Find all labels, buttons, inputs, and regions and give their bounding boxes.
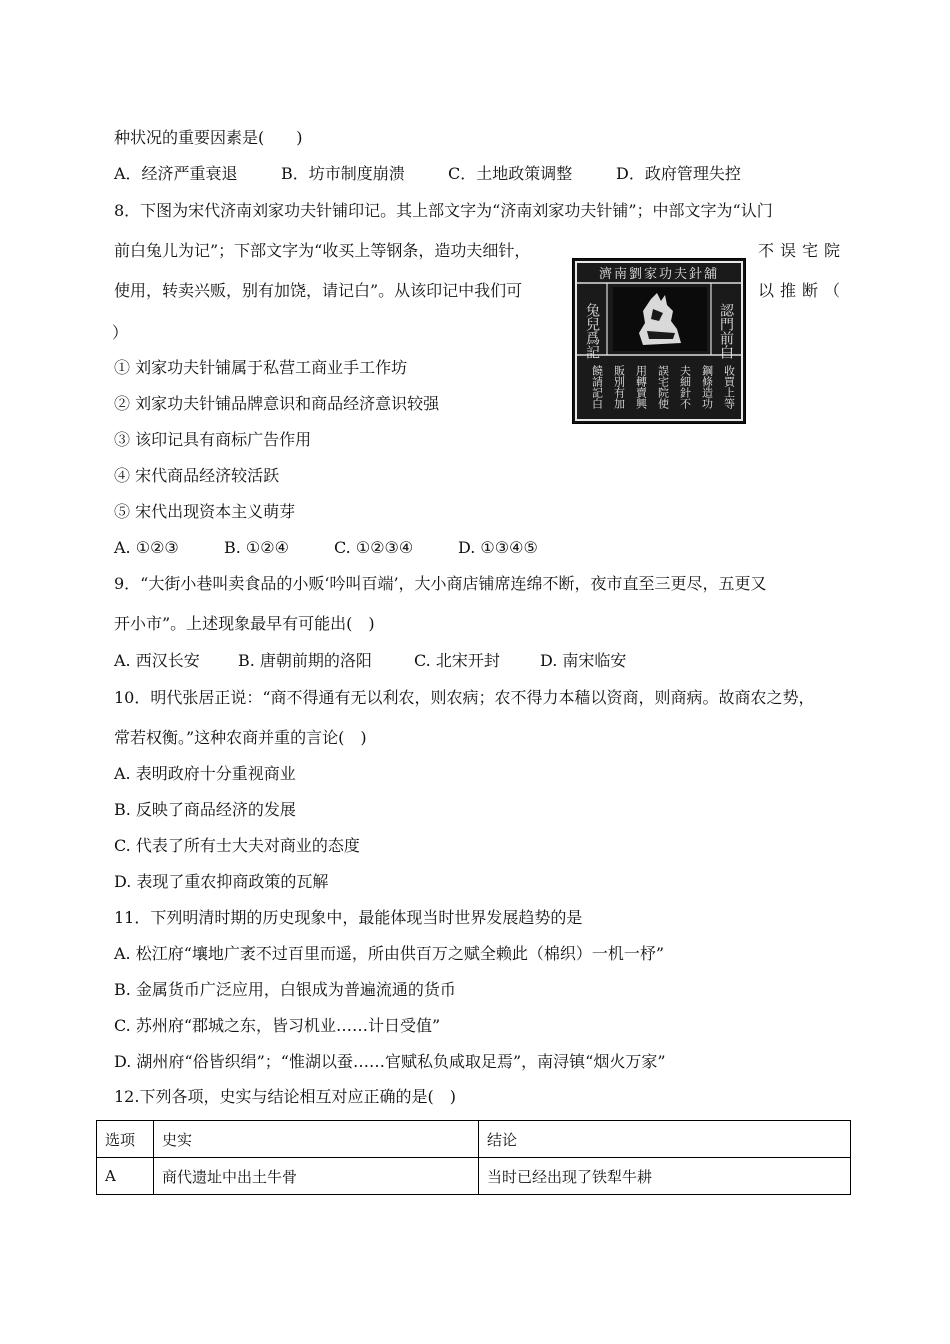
q10-option-a: A. 表明政府十分重视商业 bbox=[114, 764, 296, 783]
q8-statement-2: ② 刘家功夫针铺品牌意识和商品经济意识较强 bbox=[114, 394, 440, 413]
stamp-bottom-col-7: 饒請記白 bbox=[590, 365, 604, 409]
q9-option-c: C. 北宋开封 bbox=[414, 651, 500, 670]
stamp-right-column: 認門前白 bbox=[718, 303, 734, 359]
table-row bbox=[97, 1158, 851, 1195]
q8-statement-3: ③ 该印记具有商标广告作用 bbox=[114, 430, 312, 449]
q7-option-a: A．经济严重衰退 bbox=[114, 164, 238, 183]
q7-options bbox=[114, 164, 741, 184]
q9-option-d: D. 南宋临安 bbox=[540, 651, 627, 670]
stamp-left-column: 兔兒爲記 bbox=[584, 303, 600, 359]
q10-option-b: B. 反映了商品经济的发展 bbox=[114, 800, 296, 819]
rabbit-figure-icon bbox=[613, 287, 707, 351]
q11-option-d: D. 湖州府“俗皆织绢”；“惟湖以蚕……官赋私负咸取足焉”，南浔镇“烟火万家” bbox=[114, 1052, 666, 1071]
q8-stem-line4: ） bbox=[112, 323, 129, 342]
q7-stem-tail: 种状况的重要因素是( ) bbox=[114, 128, 303, 147]
q10-option-c: C. 代表了所有士大夫对商业的态度 bbox=[114, 836, 360, 855]
q8-options bbox=[114, 538, 538, 558]
q11-option-c: C. 苏州府“郡城之东，皆习机业……计日受值” bbox=[114, 1016, 441, 1035]
stamp-graphic bbox=[573, 259, 745, 423]
q10-stem-line1: 10．明代张居正说：“商不得通有无以利农，则农病；农不得力本穑以资商，则商病。故商农之势， bbox=[114, 688, 815, 707]
q8-stem-line3: 使用，转卖兴贩，别有加饶，请记白”。从该印记中我们可 bbox=[114, 281, 523, 300]
q11-option-b: B. 金属货币广泛应用，白银成为普遍流通的货币 bbox=[114, 980, 456, 999]
stamp-top-text: 濟南劉家功夫針舖 bbox=[598, 267, 720, 282]
table-header-row bbox=[97, 1121, 851, 1158]
q9-option-b: B. 唐朝前期的洛阳 bbox=[238, 651, 372, 670]
q8-option-b: B. ①②④ bbox=[224, 538, 289, 557]
stamp-bottom-col-3: 夫細針不 bbox=[678, 365, 692, 409]
q8-statement-1: ① 刘家功夫针铺属于私营工商业手工作坊 bbox=[114, 358, 408, 377]
table-header-option: 选项 bbox=[97, 1121, 154, 1158]
stamp-bottom-col-2: 鋼條造功 bbox=[700, 365, 714, 409]
q7-option-d: D．政府管理失控 bbox=[616, 164, 741, 183]
q8-stem-line2-right: 不误宅院 bbox=[758, 241, 847, 260]
q8-statement-5: ⑤ 宋代出现资本主义萌芽 bbox=[114, 502, 296, 521]
stamp-bottom-col-6: 販別有加 bbox=[612, 365, 626, 409]
stamp-bottom-col-5: 用轉賣興 bbox=[634, 365, 648, 409]
q8-stem-line1: 8．下图为宋代济南刘家功夫针铺印记。其上部文字为“济南刘家功夫针铺”；中部文字为“认门 bbox=[114, 201, 773, 220]
stamp-bottom-col-1: 收買上等 bbox=[722, 365, 736, 409]
q8-stem-line2: 前白兔儿为记”；下部文字为“收买上等钢条，造功夫细针， bbox=[114, 241, 531, 260]
stamp-bottom-col-4: 誤宅院使 bbox=[656, 365, 670, 409]
q10-option-d: D. 表现了重农抑商政策的瓦解 bbox=[114, 872, 329, 891]
q8-stem-line3-right: 以推断（ bbox=[758, 281, 847, 300]
table-header-fact: 史实 bbox=[154, 1121, 479, 1158]
q12-stem: 12.下列各项，史实与结论相互对应正确的是( ) bbox=[114, 1087, 456, 1106]
table-cell-fact: 商代遗址中出土牛骨 bbox=[154, 1158, 479, 1195]
q9-stem-line1: 9．“大街小巷叫卖食品的小贩‘吟叫百端’，大小商店铺席连绵不断，夜市直至三更尽，五更又 bbox=[114, 574, 767, 593]
needle-shop-stamp-image bbox=[572, 258, 746, 424]
q7-option-b: B．坊市制度崩溃 bbox=[281, 164, 405, 183]
q9-option-a: A. 西汉长安 bbox=[114, 651, 200, 670]
q8-option-a: A. ①②③ bbox=[114, 538, 179, 557]
q11-stem: 11．下列明清时期的历史现象中，最能体现当时世界发展趋势的是 bbox=[114, 908, 583, 927]
q7-option-c: C．土地政策调整 bbox=[448, 164, 573, 183]
table-header-conclusion: 结论 bbox=[479, 1121, 851, 1158]
q10-stem-line2: 常若权衡。”这种农商并重的言论( ) bbox=[114, 728, 367, 747]
q12-table bbox=[96, 1120, 851, 1195]
q9-options bbox=[114, 651, 626, 671]
q8-option-d: D. ①③④⑤ bbox=[458, 538, 538, 557]
q8-statement-4: ④ 宋代商品经济较活跃 bbox=[114, 466, 280, 485]
q11-option-a: A. 松江府“壤地广袤不过百里而遥，所由供百万之赋全赖此（棉织）一机一杼” bbox=[114, 944, 665, 963]
q8-option-c: C. ①②③④ bbox=[334, 538, 414, 557]
q9-stem-line2: 开小市”。上述现象最早有可能出( ) bbox=[114, 614, 375, 633]
table-cell-option: A bbox=[97, 1158, 154, 1195]
table-cell-conclusion: 当时已经出现了铁犁牛耕 bbox=[479, 1158, 851, 1195]
